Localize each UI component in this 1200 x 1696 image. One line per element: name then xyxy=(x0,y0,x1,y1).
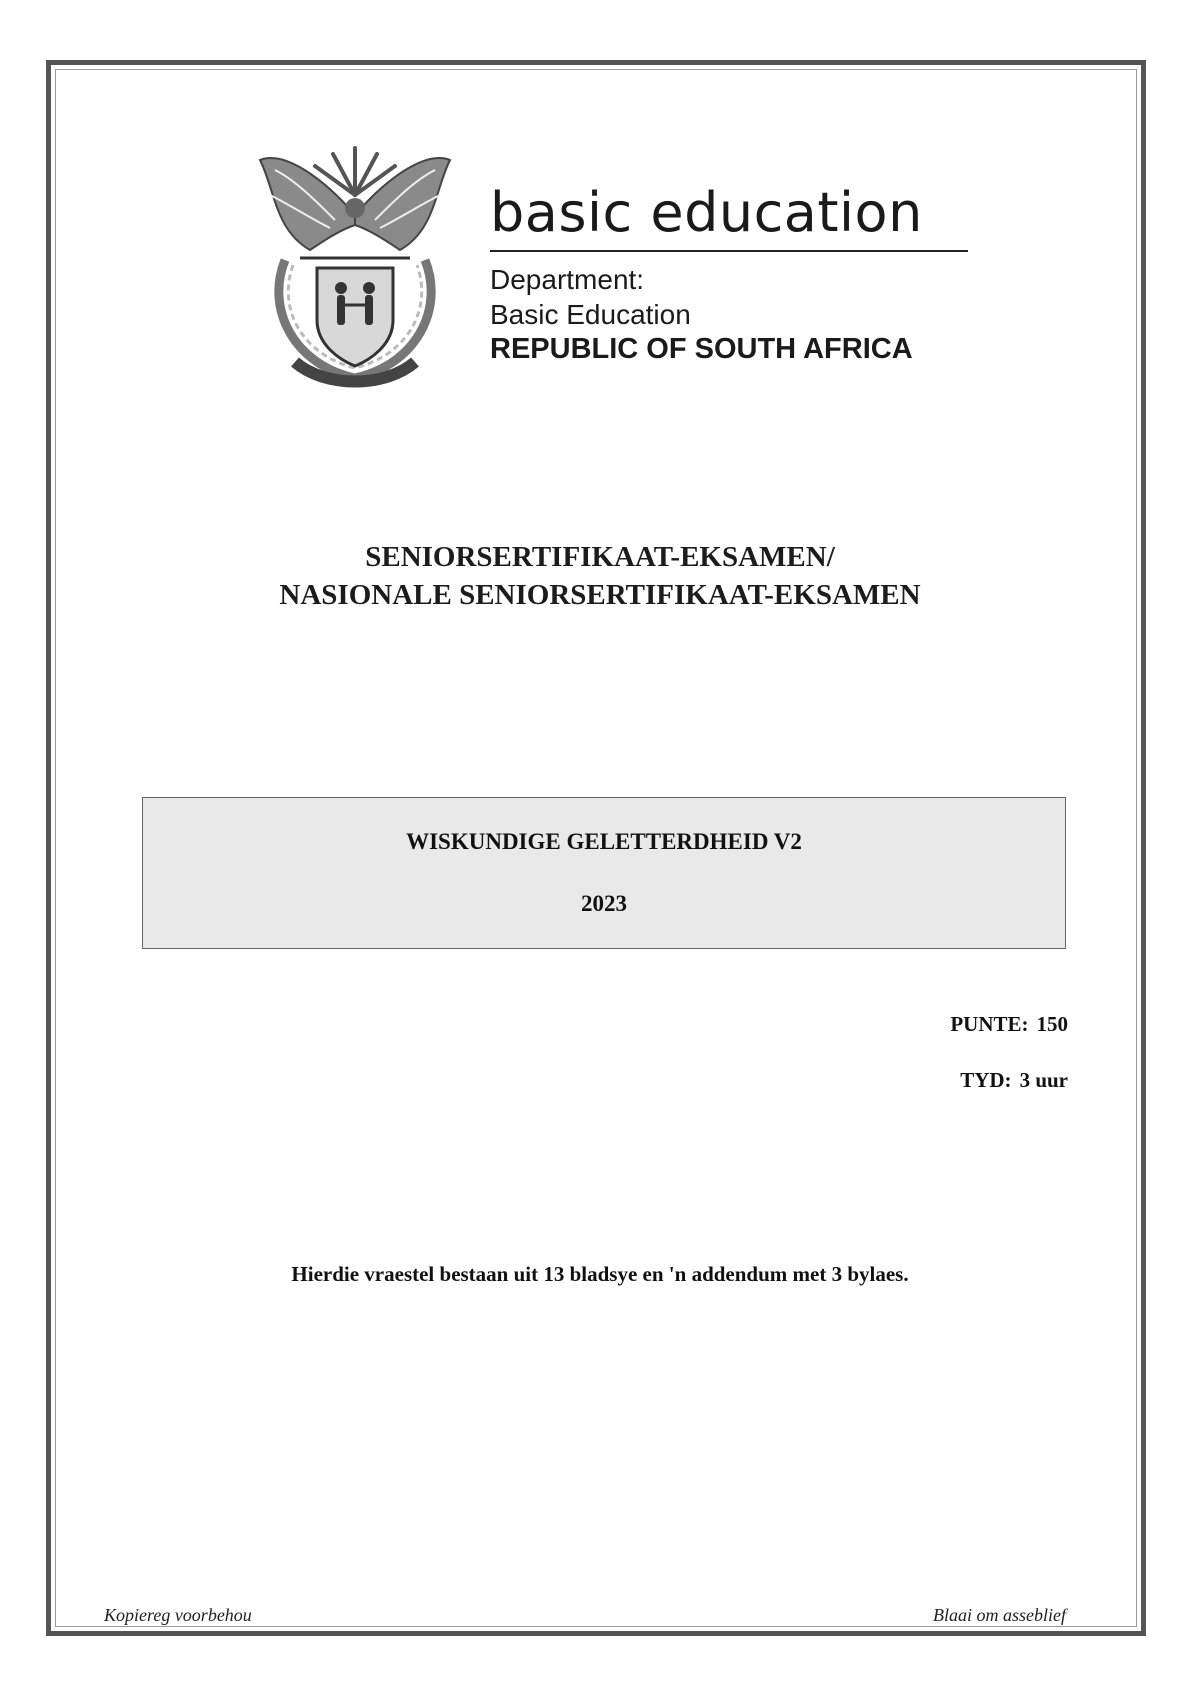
footer-copyright: Kopiereg voorbehou xyxy=(104,1605,252,1625)
exam-name-line1: SENIORSERTIFIKAAT-EKSAMEN/ xyxy=(365,541,835,573)
brand-department: Department: xyxy=(490,264,645,295)
page-count-notice: Hierdie vraestel bestaan uit 13 bladsye en 'n addendum met 3 bylaes. xyxy=(291,1262,909,1286)
brand-department-name: Basic Education xyxy=(490,299,691,330)
marks-line xyxy=(950,1011,1068,1037)
exam-name xyxy=(0,538,1200,614)
time-label: TYD: xyxy=(960,1068,1012,1092)
marks-label: PUNTE: xyxy=(950,1012,1029,1036)
subject-year: 2023 xyxy=(581,891,627,916)
brand-country: REPUBLIC OF SOUTH AFRICA xyxy=(490,333,913,365)
subject-box xyxy=(142,797,1066,949)
time-value: 3 uur xyxy=(1019,1068,1068,1092)
exam-name-line2: NASIONALE SENIORSERTIFIKAAT-EKSAMEN xyxy=(279,579,921,611)
time-line xyxy=(960,1067,1068,1093)
brand-title: basic education xyxy=(490,181,923,244)
marks-value: 150 xyxy=(1036,1012,1068,1036)
coat-of-arms-icon xyxy=(255,140,455,390)
subject-title: WISKUNDIGE GELETTERDHEID V2 xyxy=(406,829,802,854)
footer-turn-page: Blaai om asseblief xyxy=(933,1605,1066,1625)
brand-block xyxy=(490,180,968,367)
brand-divider xyxy=(490,250,968,252)
